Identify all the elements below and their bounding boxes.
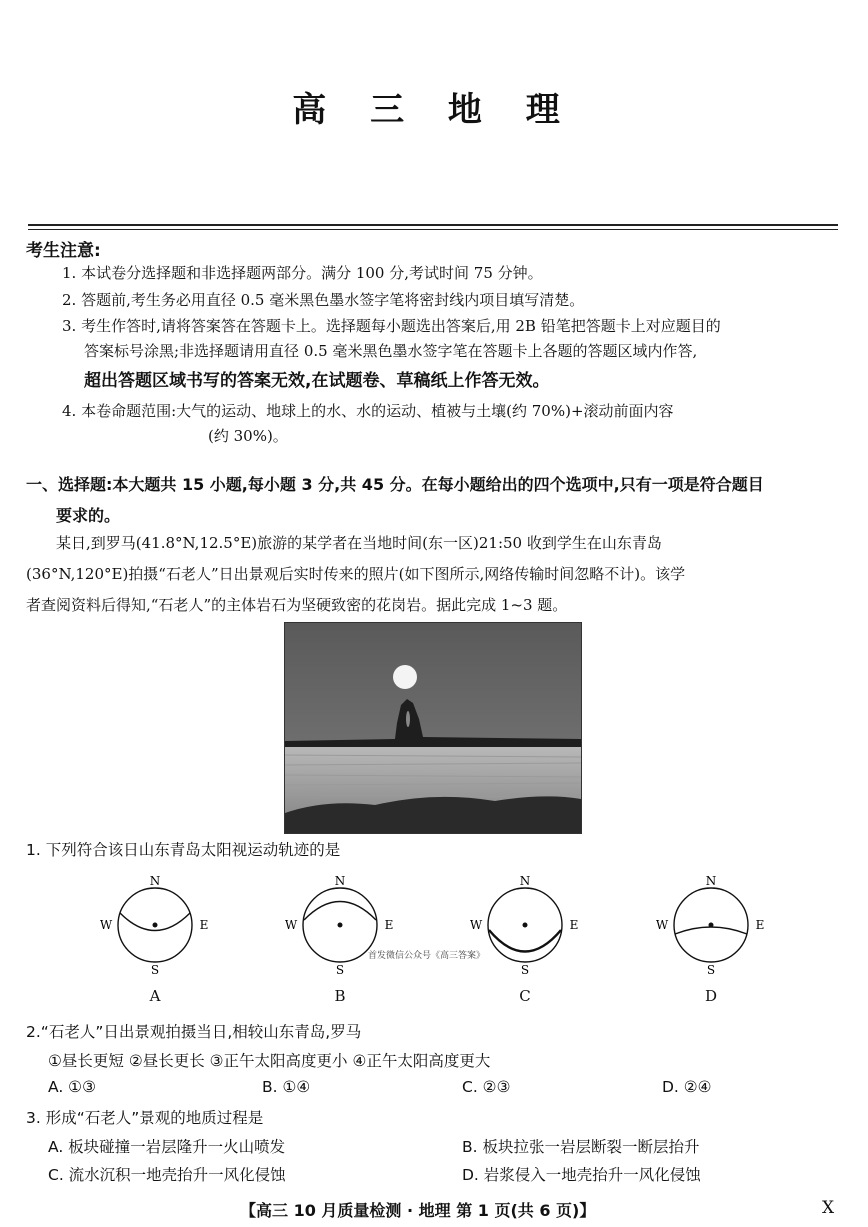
notice-heading: 考生注意: [26, 241, 101, 261]
svg-text:W: W [470, 918, 483, 932]
question-stem: 者查阅资料后得知,“石老人”的主体岩石为坚硬致密的花岗岩。据此完成 1~3 题。 [26, 596, 568, 614]
notice-item: 4. 本卷命题范围:大气的运动、地球上的水、水的运动、植被与土壤(约 70%)+滚动前面内容 [62, 402, 674, 420]
svg-text:N: N [519, 874, 531, 888]
sun-path-diagram-c-svg [470, 868, 580, 978]
option-b: B. 板块拉张一岩层断裂一断层抬升 [462, 1138, 700, 1156]
question-stem: 某日,到罗马(41.8°N,12.5°E)旅游的某学者在当地时间(东一区)21:50 收到学生在山东青岛 [56, 534, 662, 552]
option-d: D. ②④ [662, 1078, 712, 1096]
section-heading-cont: 要求的。 [56, 506, 121, 525]
page-footer: 【高三 10 月质量检测 · 地理 第 1 页(共 6 页)】 [240, 1201, 596, 1220]
option-b: B. ①④ [262, 1078, 311, 1096]
option-c: C. ②③ [462, 1078, 511, 1096]
sun-path-diagram-d [656, 868, 766, 978]
option-c: C. 流水沉积一地壳抬升一风化侵蚀 [48, 1166, 286, 1184]
sun-path-diagram-c [470, 868, 580, 978]
sun-path-diagram-b-svg [285, 868, 395, 978]
sunrise-photo-image [285, 623, 581, 833]
svg-text:E: E [384, 918, 394, 932]
diagram-label-b: B [334, 987, 346, 1005]
svg-text:N: N [149, 874, 161, 888]
question-2-statements: ①昼长更短 ②昼长更长 ③正午太阳高度更小 ④正午太阳高度更大 [48, 1052, 491, 1070]
svg-text:E: E [755, 918, 765, 932]
question-stem: (36°N,120°E)拍摄“石老人”日出景观后实时传来的照片(如下图所示,网络传输时间忽略不计)。该学 [26, 565, 686, 583]
diagram-label-d: D [704, 987, 718, 1005]
svg-text:S: S [150, 963, 160, 977]
header-rule [28, 224, 838, 226]
svg-text:E: E [199, 918, 209, 932]
svg-text:W: W [285, 918, 298, 932]
question-3: 3. 形成“石老人”景观的地质过程是 [26, 1109, 264, 1127]
sunrise-photo [284, 622, 582, 834]
svg-text:S: S [335, 963, 345, 977]
svg-text:E: E [569, 918, 579, 932]
option-d: D. 岩浆侵入一地壳抬升一风化侵蚀 [462, 1166, 701, 1184]
sun-path-diagram-b [285, 868, 395, 978]
notice-item: 答案标号涂黑;非选择题请用直径 0.5 毫米黑色墨水签字笔在答题卡上各题的答题区域内作答, [84, 342, 698, 360]
question-2: 2.“石老人”日出景观拍摄当日,相较山东青岛,罗马 [26, 1023, 362, 1041]
svg-text:W: W [100, 918, 113, 932]
svg-text:S: S [706, 963, 716, 977]
page-title: 高 三 地 理 [292, 90, 576, 130]
footer-mark: X [822, 1198, 835, 1218]
header-rule-thin [28, 229, 838, 230]
diagram-label-a: A [149, 987, 161, 1005]
watermark-text: 首发微信公众号《高三答案》 [368, 951, 486, 961]
notice-item: 3. 考生作答时,请将答案答在答题卡上。选择题每小题选出答案后,用 2B 铅笔把答题卡上对应题目的 [62, 317, 721, 335]
svg-text:N: N [705, 874, 717, 888]
option-a: A. ①③ [48, 1078, 96, 1096]
notice-item: 2. 答题前,考生务必用直径 0.5 毫米黑色墨水签字笔将密封线内项目填写清楚。 [62, 291, 585, 309]
svg-text:N: N [334, 874, 346, 888]
diagram-label-c: C [519, 987, 531, 1005]
notice-item-emphasis: 超出答题区域书写的答案无效,在试题卷、草稿纸上作答无效。 [84, 371, 550, 391]
sun-path-diagram-d-svg [656, 868, 766, 978]
sun-path-diagram-a-svg [100, 868, 210, 978]
svg-text:W: W [656, 918, 669, 932]
svg-text:S: S [520, 963, 530, 977]
notice-item: 1. 本试卷分选择题和非选择题两部分。满分 100 分,考试时间 75 分钟。 [62, 264, 543, 282]
option-a: A. 板块碰撞一岩层隆升一火山喷发 [48, 1138, 286, 1156]
question-1: 1. 下列符合该日山东青岛太阳视运动轨迹的是 [26, 841, 341, 859]
section-heading: 一、选择题:本大题共 15 小题,每小题 3 分,共 45 分。在每小题给出的四个选项中,只有一项是符合题目 [26, 475, 764, 494]
notice-item: (约 30%)。 [208, 427, 288, 445]
sun-path-diagram-a [100, 868, 210, 978]
